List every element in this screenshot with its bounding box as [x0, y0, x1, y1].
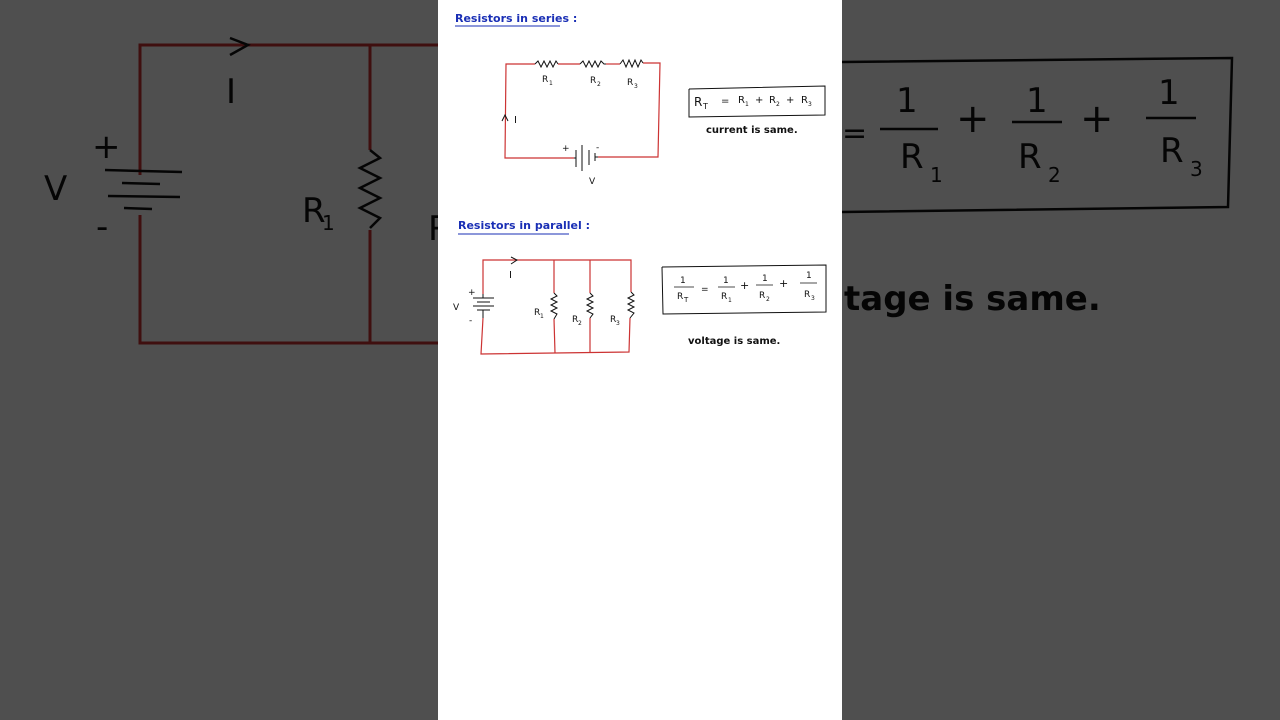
parallel-formula-lhs-sub: T [684, 296, 689, 304]
series-r1-sub: 1 [549, 80, 553, 87]
series-formula-plus1: + [755, 95, 764, 106]
series-formula-t2: R [769, 95, 776, 106]
series-formula-t1-sub: 1 [745, 101, 749, 108]
series-formula-t2-sub: 2 [776, 101, 780, 108]
series-minus: - [596, 143, 600, 153]
series-formula-plus2: + [786, 95, 795, 106]
series-voltage-label: V [589, 177, 596, 187]
parallel-current-label: I [509, 270, 512, 281]
parallel-formula-eq: = [701, 285, 709, 295]
parallel-formula-t3-sub: 3 [811, 295, 815, 302]
parallel-r1-label: R [534, 308, 541, 318]
parallel-note: voltage is same. [688, 336, 781, 347]
series-formula-eq: = [721, 96, 730, 107]
parallel-formula-one-lhs: 1 [680, 276, 686, 286]
parallel-formula-t2-sub: 2 [766, 296, 770, 303]
series-formula-t3: R [801, 95, 808, 106]
parallel-r2-label: R [572, 315, 579, 325]
series-title: Resistors in series : [455, 12, 578, 25]
series-note: current is same. [706, 125, 798, 136]
parallel-r3-sub: 3 [616, 320, 620, 327]
parallel-r3-label: R [610, 315, 617, 325]
parallel-formula-t2: R [759, 291, 766, 301]
series-formula-lhs-sub: T [703, 102, 708, 111]
parallel-formula-t1: R [721, 292, 728, 302]
series-r2-sub: 2 [597, 81, 601, 88]
page [438, 0, 842, 720]
parallel-voltage-label: V [453, 303, 460, 313]
series-r3-label: R [627, 78, 634, 88]
parallel-plus: + [468, 288, 476, 298]
parallel-formula-plus1: + [740, 279, 750, 292]
parallel-minus: - [469, 316, 473, 326]
parallel-r2-sub: 2 [578, 320, 582, 327]
parallel-formula-lhs: R [677, 292, 684, 302]
parallel-formula-plus2: + [779, 277, 789, 290]
parallel-formula-one-3: 1 [806, 271, 812, 281]
parallel-formula-t1-sub: 1 [728, 297, 732, 304]
series-plus: + [562, 144, 570, 154]
parallel-formula-one-1: 1 [723, 276, 729, 286]
parallel-formula-t3: R [804, 290, 811, 300]
series-formula-t3-sub: 3 [808, 101, 812, 108]
parallel-formula-one-2: 1 [762, 274, 768, 284]
parallel-r1-sub: 1 [540, 313, 544, 320]
series-formula-t1: R [738, 95, 745, 106]
series-formula-lhs: R [694, 95, 703, 109]
series-r1-label: R [542, 75, 549, 85]
series-r2-label: R [590, 76, 597, 86]
parallel-title: Resistors in parallel : [458, 219, 590, 232]
series-current-label: I [514, 115, 517, 126]
series-r3-sub: 3 [634, 83, 638, 90]
